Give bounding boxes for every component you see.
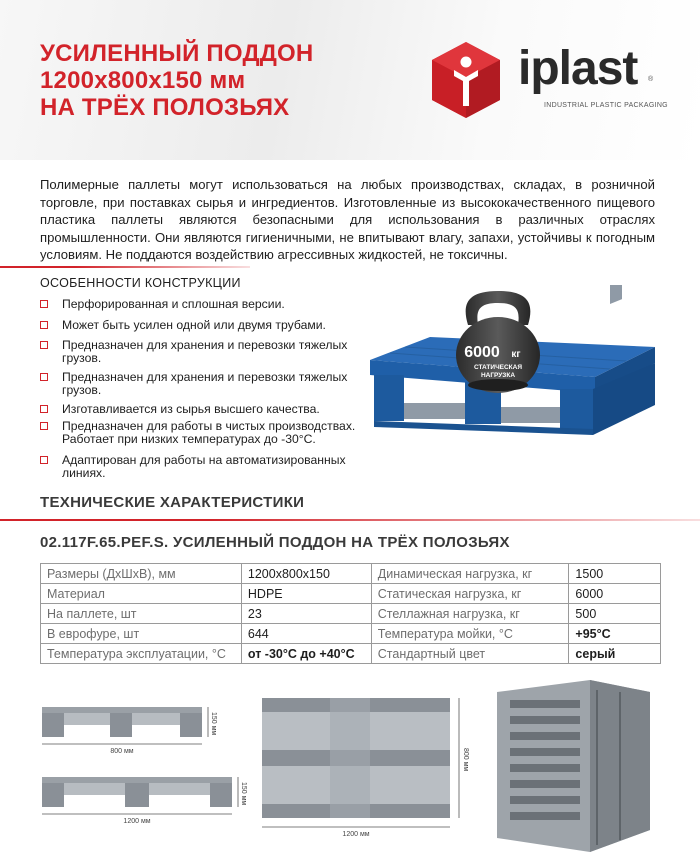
- spec-value: от -30°C до +40°C: [241, 644, 371, 664]
- spec-value: серый: [569, 644, 661, 664]
- kettlebell-label-1: СТАТИЧЕСКАЯ: [473, 364, 523, 371]
- dim-label: 150 мм: [210, 712, 217, 736]
- spec-label: Стандартный цвет: [371, 644, 569, 664]
- spec-label: Размеры (ДхШхВ), мм: [41, 564, 242, 584]
- spec-label: Стеллажная нагрузка, кг: [371, 604, 569, 624]
- spec-value: 1500: [569, 564, 661, 584]
- dim-label: 1200 мм: [123, 818, 151, 825]
- dim-label: 800 мм: [462, 748, 469, 772]
- features-divider: [0, 266, 250, 268]
- spec-label: Материал: [41, 584, 242, 604]
- logo-tagline: INDUSTRIAL PLASTIC PACKAGING: [544, 102, 668, 109]
- spec-value: 6000: [569, 584, 661, 604]
- table-row: [41, 604, 661, 624]
- spec-label: Динамическая нагрузка, кг: [371, 564, 569, 584]
- table-row: [41, 584, 661, 604]
- technical-drawings: [0, 670, 700, 855]
- spec-table: [40, 563, 661, 664]
- feature-text: Адаптирован для работы на автоматизированных линиях.: [62, 453, 346, 480]
- table-row: [41, 564, 661, 584]
- spec-label: Температура эксплуатации, °С: [41, 644, 242, 664]
- spec-value: HDPE: [241, 584, 371, 604]
- spec-label: В еврофуре, шт: [41, 624, 242, 644]
- feature-text: Предназначен для работы в чистых производствах. Работает при низких температурах до -30°C.: [62, 419, 356, 446]
- spec-label: На паллете, шт: [41, 604, 242, 624]
- spec-label: Статическая нагрузка, кг: [371, 584, 569, 604]
- logo-registered-mark: ®: [648, 76, 654, 83]
- dim-label: 800 мм: [110, 748, 134, 755]
- feature-text: Может быть усилен одной или двумя трубами.: [62, 318, 326, 332]
- tech-heading: ТЕХНИЧЕСКИЕ ХАРАКТЕРИСТИКИ: [40, 494, 305, 511]
- feature-text: Изготавливается из сырья высшего качества.: [62, 402, 320, 416]
- dim-label: 150 мм: [240, 782, 247, 806]
- checkbox-square-icon: [40, 300, 48, 308]
- model-heading: 02.117F.65.PEF.S. УСИЛЕННЫЙ ПОДДОН НА ТРЁХ ПОЛОЗЬЯХ: [40, 534, 510, 551]
- spec-value: 644: [241, 624, 371, 644]
- kettlebell-unit: кг: [511, 349, 521, 360]
- intro-paragraph: Полимерные паллеты могут использоваться на любых производствах, складах, в розничной торговле, при поставках сырья и ингредиентов. Изготовленные из высококачественного пищевого пластика паллеты являются безопасными для использования в различных отраслях промышленности. Они являются гигиеничными, не впитывают влагу, запахи, устойчивы к погодным условиям. Не поддаются воздействию агрессивных жидкостей, не токсичны.: [40, 177, 655, 263]
- pallet-kettlebell-illustration: [370, 285, 670, 455]
- checkbox-square-icon: [40, 456, 48, 464]
- feature-text: Перфорированная и сплошная версии.: [62, 297, 285, 311]
- spec-label: Температура мойки, °С: [371, 624, 569, 644]
- kettlebell-weight: 6000: [464, 344, 500, 361]
- title-line-2: 1200x800x150 мм: [40, 67, 246, 94]
- logo-cube-icon: [426, 40, 506, 120]
- feature-text: Предназначен для хранения и перевозки тяжелых грузов.: [62, 338, 348, 365]
- pallet-stack-3d: [497, 680, 650, 852]
- title-line-1: УСИЛЕННЫЙ ПОДДОН: [40, 40, 314, 67]
- spec-value: 500: [569, 604, 661, 624]
- feature-text: Предназначен для хранения и перевозки тяжелых грузов.: [62, 370, 348, 397]
- checkbox-square-icon: [40, 321, 48, 329]
- checkbox-square-icon: [40, 422, 48, 430]
- dim-label: 1200 мм: [342, 831, 370, 838]
- brand-logo: [426, 40, 666, 120]
- table-row: [41, 644, 661, 664]
- tech-divider: [0, 519, 700, 521]
- side-view-long: [42, 777, 247, 825]
- logo-wordmark: iplast: [518, 42, 638, 95]
- checkbox-square-icon: [40, 373, 48, 381]
- checkbox-square-icon: [40, 341, 48, 349]
- features-heading: ОСОБЕННОСТИ КОНСТРУКЦИИ: [40, 276, 241, 290]
- spec-value: +95°C: [569, 624, 661, 644]
- top-view: [262, 698, 469, 838]
- title-line-3: НА ТРЁХ ПОЛОЗЬЯХ: [40, 94, 290, 121]
- kettlebell-label-2: НАГРУЗКА: [480, 372, 516, 379]
- spec-value: 1200x800x150: [241, 564, 371, 584]
- page-title: [40, 40, 313, 121]
- spec-value: 23: [241, 604, 371, 624]
- checkbox-square-icon: [40, 405, 48, 413]
- side-view-short: [42, 707, 217, 755]
- table-row: [41, 624, 661, 644]
